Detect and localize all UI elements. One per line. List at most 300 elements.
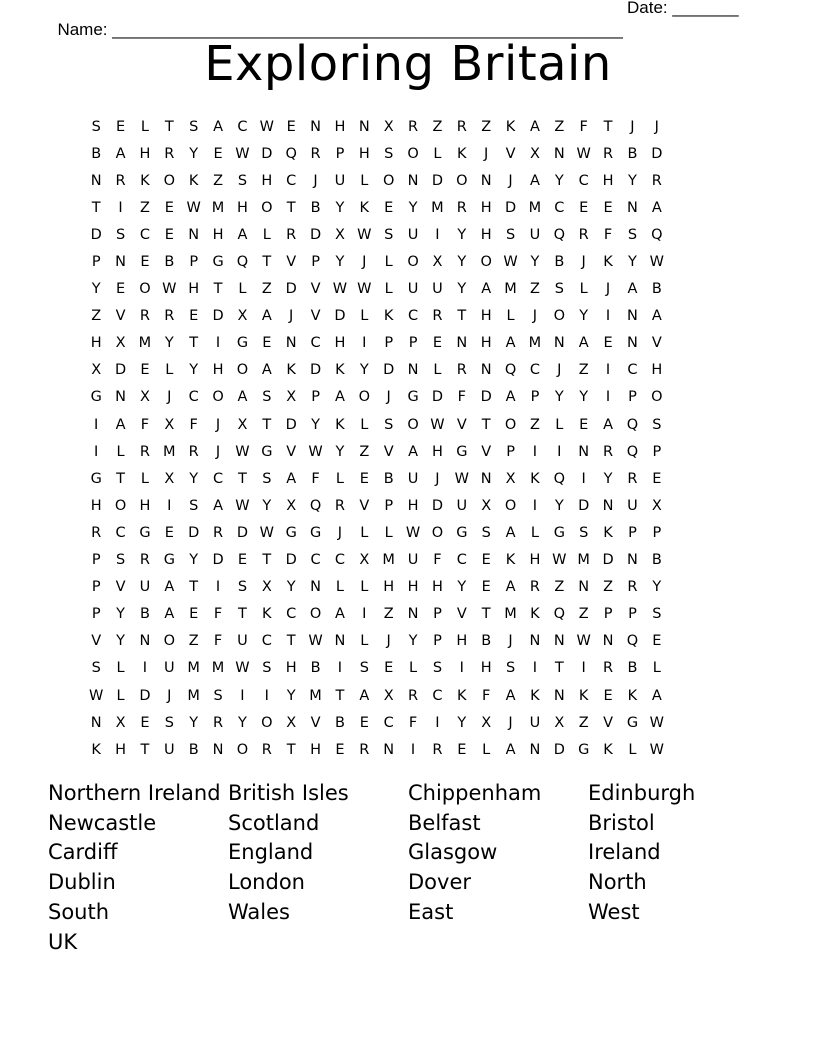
grid-letter: X xyxy=(164,470,175,487)
word-list-item: Ireland xyxy=(588,840,661,865)
grid-letter: C xyxy=(237,118,248,135)
word-list-item: UK xyxy=(48,929,78,954)
grid-letter: E xyxy=(652,633,662,650)
grid-letter: J xyxy=(484,145,489,162)
grid-row xyxy=(84,736,669,763)
grid-letter: W xyxy=(235,497,250,514)
grid-letter: L xyxy=(116,660,125,677)
grid-letter: I xyxy=(215,335,221,352)
grid-letter: V xyxy=(505,145,516,162)
grid-letter: Y xyxy=(457,714,467,731)
grid-row xyxy=(84,357,669,384)
grid-letter: Q xyxy=(553,606,566,623)
grid-letter: Q xyxy=(553,470,566,487)
grid-letter: W xyxy=(259,524,274,541)
grid-letter: W xyxy=(308,633,323,650)
grid-letter: R xyxy=(139,552,150,569)
grid-letter: Y xyxy=(262,497,272,514)
letter-grid xyxy=(84,113,669,763)
grid-letter: A xyxy=(237,389,248,406)
grid-letter: G xyxy=(212,254,224,271)
grid-letter: E xyxy=(384,199,394,216)
grid-letter: S xyxy=(627,226,638,243)
grid-letter: R xyxy=(603,660,614,677)
grid-letter: J xyxy=(532,308,538,325)
grid-letter: X xyxy=(286,389,297,406)
grid-letter: A xyxy=(603,416,614,433)
grid-letter: V xyxy=(383,443,394,460)
grid-letter: A xyxy=(115,416,126,433)
grid-letter: X xyxy=(383,118,394,135)
grid-letter: Y xyxy=(189,552,199,569)
grid-letter: I xyxy=(532,497,538,514)
grid-letter: R xyxy=(603,443,614,460)
grid-letter: R xyxy=(432,741,443,758)
grid-letter: A xyxy=(213,118,224,135)
word-list xyxy=(48,778,768,957)
grid-letter: M xyxy=(382,552,395,569)
grid-letter: R xyxy=(578,226,589,243)
grid-letter: Z xyxy=(578,714,589,731)
grid-letter: S xyxy=(91,660,101,677)
grid-letter: Y xyxy=(189,714,199,731)
grid-letter: P xyxy=(335,145,345,162)
grid-letter: W xyxy=(405,524,421,541)
grid-letter: L xyxy=(409,660,418,677)
grid-letter: Y xyxy=(579,389,589,406)
grid-letter: E xyxy=(164,226,174,243)
grid-row xyxy=(84,709,669,736)
grid-letter: O xyxy=(236,362,249,379)
grid-letter: H xyxy=(602,172,614,189)
grid-letter: X xyxy=(237,416,248,433)
grid-letter: N xyxy=(90,172,102,189)
grid-letter: E xyxy=(213,145,223,162)
grid-letter: S xyxy=(432,660,443,677)
grid-letter: Y xyxy=(603,470,613,487)
word-list-row xyxy=(48,838,768,868)
grid-letter: V xyxy=(286,443,297,460)
grid-letter: Q xyxy=(651,226,663,243)
grid-letter: Y xyxy=(238,714,247,731)
grid-letter: L xyxy=(360,579,369,596)
grid-letter: L xyxy=(165,362,174,379)
grid-letter: D xyxy=(504,199,517,216)
grid-row xyxy=(84,628,669,655)
grid-letter: X xyxy=(505,470,516,487)
grid-letter: Z xyxy=(603,579,614,596)
word-list-item: East xyxy=(408,900,454,925)
grid-letter: Y xyxy=(189,362,199,379)
grid-letter: A xyxy=(286,470,297,487)
grid-letter: M xyxy=(577,552,590,569)
grid-letter: A xyxy=(578,335,589,352)
grid-letter: O xyxy=(504,416,517,433)
grid-letter: W xyxy=(552,552,567,569)
grid-letter: D xyxy=(285,416,297,433)
grid-letter: A xyxy=(505,579,516,596)
grid-letter: P xyxy=(91,606,101,623)
grid-letter: W xyxy=(308,443,323,460)
grid-letter: U xyxy=(139,579,151,596)
grid-letter: C xyxy=(286,606,297,623)
word-list-item: Chippenham xyxy=(408,780,542,805)
grid-letter: N xyxy=(578,443,590,460)
grid-letter: I xyxy=(362,335,367,352)
grid-letter: V xyxy=(310,714,321,731)
grid-letter: P xyxy=(189,254,199,271)
grid-letter: O xyxy=(407,254,419,271)
word-list-item: Dover xyxy=(408,870,471,895)
grid-letter: S xyxy=(505,226,516,243)
grid-letter: R xyxy=(456,118,467,135)
grid-letter: H xyxy=(480,308,492,325)
grid-letter: W xyxy=(332,281,348,298)
grid-letter: R xyxy=(139,443,150,460)
grid-letter: B xyxy=(651,552,662,569)
grid-letter: V xyxy=(651,335,662,352)
grid-letter: N xyxy=(578,579,590,596)
grid-letter: H xyxy=(261,172,273,189)
grid-letter: F xyxy=(408,714,418,731)
grid-row xyxy=(84,411,669,438)
grid-letter: R xyxy=(261,741,272,758)
grid-letter: W xyxy=(162,281,177,298)
grid-letter: S xyxy=(115,552,126,569)
grid-letter: J xyxy=(167,687,172,704)
grid-letter: S xyxy=(262,389,272,406)
grid-letter: Y xyxy=(530,254,540,271)
grid-letter: C xyxy=(456,552,467,569)
grid-letter: N xyxy=(310,118,321,135)
grid-letter: R xyxy=(91,524,102,541)
grid-letter: I xyxy=(94,416,99,433)
grid-letter: Y xyxy=(335,443,345,460)
grid-letter: S xyxy=(237,579,248,596)
grid-letter: M xyxy=(504,606,517,623)
grid-letter: Y xyxy=(554,172,564,189)
grid-letter: U xyxy=(334,172,346,189)
grid-letter: S xyxy=(384,145,394,162)
grid-letter: N xyxy=(529,741,541,758)
grid-letter: X xyxy=(286,714,297,731)
word-list-item: Bristol xyxy=(588,810,655,835)
grid-letter: D xyxy=(188,524,200,541)
grid-letter: I xyxy=(605,308,611,325)
grid-letter: L xyxy=(506,308,515,325)
grid-letter: S xyxy=(579,524,589,541)
grid-letter: Y xyxy=(286,579,296,596)
grid-letter: C xyxy=(627,362,638,379)
grid-letter: F xyxy=(579,118,588,135)
grid-letter: R xyxy=(432,308,443,325)
grid-row xyxy=(84,574,669,601)
grid-letter: S xyxy=(237,172,248,189)
grid-letter: E xyxy=(286,118,296,135)
grid-letter: N xyxy=(212,741,224,758)
grid-letter: W xyxy=(259,118,274,135)
grid-letter: K xyxy=(505,552,516,569)
grid-letter: I xyxy=(459,660,464,677)
grid-letter: H xyxy=(651,362,663,379)
grid-letter: P xyxy=(91,254,101,271)
grid-letter: J xyxy=(654,118,659,135)
grid-letter: L xyxy=(384,524,393,541)
grid-letter: J xyxy=(362,254,367,271)
grid-letter: A xyxy=(505,687,516,704)
grid-letter: K xyxy=(383,308,394,325)
grid-letter: P xyxy=(628,606,637,623)
grid-letter: H xyxy=(310,741,322,758)
grid-letter: S xyxy=(262,470,272,487)
grid-letter: T xyxy=(189,579,199,596)
grid-row xyxy=(84,682,669,709)
grid-letter: L xyxy=(579,281,588,298)
grid-letter: K xyxy=(457,145,467,162)
word-list-item: Glasgow xyxy=(408,840,498,865)
grid-letter: Y xyxy=(408,633,418,650)
grid-letter: B xyxy=(627,145,638,162)
grid-letter: F xyxy=(213,633,223,650)
grid-letter: T xyxy=(457,308,467,325)
grid-letter: Y xyxy=(116,606,125,623)
grid-letter: M xyxy=(211,660,225,677)
grid-letter: G xyxy=(553,524,565,541)
grid-letter: L xyxy=(116,687,125,704)
grid-letter: P xyxy=(506,443,515,460)
grid-letter: N xyxy=(407,606,419,623)
grid-letter: Y xyxy=(457,579,467,596)
grid-letter: E xyxy=(457,741,467,758)
grid-letter: A xyxy=(505,335,516,352)
word-list-item: North xyxy=(588,870,647,895)
grid-letter: Q xyxy=(309,497,322,514)
grid-letter: E xyxy=(603,687,613,704)
grid-letter: B xyxy=(383,470,394,487)
grid-letter: E xyxy=(384,660,394,677)
grid-letter: J xyxy=(557,362,562,379)
grid-letter: C xyxy=(578,172,589,189)
grid-letter: H xyxy=(212,362,224,379)
grid-row xyxy=(84,167,669,194)
grid-letter: N xyxy=(627,335,638,352)
grid-letter: D xyxy=(139,687,151,704)
grid-letter: S xyxy=(481,524,491,541)
grid-letter: O xyxy=(407,416,419,433)
grid-letter: O xyxy=(114,497,127,514)
grid-letter: T xyxy=(140,741,150,758)
grid-letter: K xyxy=(530,687,540,704)
grid-letter: W xyxy=(503,254,518,271)
grid-letter: G xyxy=(309,524,322,541)
grid-letter: N xyxy=(407,172,419,189)
grid-letter: B xyxy=(627,660,638,677)
grid-letter: R xyxy=(286,226,297,243)
grid-letter: O xyxy=(480,254,492,271)
grid-letter: O xyxy=(309,606,322,623)
grid-letter: S xyxy=(91,118,101,135)
grid-letter: Z xyxy=(261,281,272,298)
grid-letter: E xyxy=(481,552,491,569)
grid-letter: I xyxy=(557,443,562,460)
grid-letter: G xyxy=(90,389,102,406)
grid-letter: D xyxy=(212,308,224,325)
grid-letter: P xyxy=(91,552,101,569)
grid-letter: V xyxy=(286,254,297,271)
grid-letter: G xyxy=(456,443,468,460)
grid-letter: E xyxy=(164,524,174,541)
grid-letter: J xyxy=(337,524,343,541)
grid-letter: L xyxy=(140,118,149,135)
grid-letter: L xyxy=(140,470,149,487)
grid-letter: F xyxy=(482,687,491,704)
grid-letter: S xyxy=(384,416,394,433)
grid-letter: P xyxy=(384,335,394,352)
grid-letter: T xyxy=(554,660,564,677)
grid-letter: K xyxy=(457,687,467,704)
grid-letter: Z xyxy=(139,199,150,216)
grid-letter: I xyxy=(532,660,538,677)
grid-letter: C xyxy=(432,687,443,704)
grid-row xyxy=(84,601,669,628)
word-list-item: Dublin xyxy=(48,870,116,895)
grid-letter: X xyxy=(481,714,492,731)
grid-letter: H xyxy=(431,579,443,596)
grid-letter: W xyxy=(576,145,591,162)
grid-letter: X xyxy=(286,497,297,514)
grid-letter: C xyxy=(286,172,297,189)
grid-letter: Y xyxy=(164,335,174,352)
grid-letter: T xyxy=(262,416,272,433)
grid-letter: A xyxy=(529,172,540,189)
grid-letter: X xyxy=(334,226,345,243)
grid-letter: Y xyxy=(457,254,467,271)
grid-letter: J xyxy=(435,470,440,487)
grid-letter: P xyxy=(384,497,394,514)
date-field-label: Date: _______ xyxy=(627,0,739,17)
grid-letter: Q xyxy=(285,145,297,162)
grid-letter: W xyxy=(430,416,445,433)
grid-letter: H xyxy=(90,497,102,514)
grid-letter: Z xyxy=(529,416,540,433)
grid-letter: A xyxy=(505,741,516,758)
word-list-item: London xyxy=(228,870,305,895)
grid-row xyxy=(84,492,669,519)
grid-letter: E xyxy=(603,335,613,352)
grid-letter: A xyxy=(359,687,370,704)
grid-letter: S xyxy=(189,118,199,135)
grid-letter: P xyxy=(628,524,637,541)
grid-letter: R xyxy=(359,741,370,758)
grid-letter: F xyxy=(311,470,320,487)
grid-letter: H xyxy=(285,660,297,677)
grid-letter: Q xyxy=(553,226,566,243)
grid-row xyxy=(84,384,669,411)
grid-letter: H xyxy=(407,579,419,596)
grid-letter: W xyxy=(649,714,664,731)
grid-letter: I xyxy=(581,660,586,677)
word-list-item: England xyxy=(228,840,314,865)
grid-letter: Y xyxy=(189,145,199,162)
grid-letter: Y xyxy=(91,281,101,298)
grid-letter: A xyxy=(261,308,272,325)
grid-row xyxy=(84,655,669,682)
grid-letter: K xyxy=(627,687,638,704)
grid-letter: S xyxy=(652,416,662,433)
grid-letter: D xyxy=(480,389,492,406)
grid-letter: H xyxy=(480,199,492,216)
grid-row xyxy=(84,303,669,330)
grid-letter: T xyxy=(164,118,174,135)
grid-letter: L xyxy=(360,172,369,189)
grid-letter: Y xyxy=(286,687,296,704)
grid-letter: R xyxy=(408,118,419,135)
grid-letter: H xyxy=(115,741,127,758)
grid-letter: U xyxy=(529,714,541,731)
grid-letter: N xyxy=(602,633,614,650)
grid-letter: A xyxy=(627,281,638,298)
grid-letter: L xyxy=(628,741,637,758)
grid-letter: N xyxy=(407,362,419,379)
grid-letter: E xyxy=(262,335,272,352)
grid-letter: T xyxy=(286,741,296,758)
grid-letter: U xyxy=(529,226,541,243)
grid-letter: E xyxy=(189,308,199,325)
grid-letter: I xyxy=(94,443,99,460)
grid-letter: E xyxy=(115,281,126,298)
grid-letter: R xyxy=(529,579,540,596)
grid-letter: T xyxy=(91,199,101,216)
grid-letter: C xyxy=(408,308,419,325)
grid-letter: Y xyxy=(116,633,125,650)
grid-letter: A xyxy=(334,389,345,406)
grid-letter: D xyxy=(236,524,249,541)
grid-letter: W xyxy=(649,254,664,271)
grid-letter: R xyxy=(627,470,638,487)
grid-row xyxy=(84,276,669,303)
grid-letter: N xyxy=(115,389,126,406)
grid-letter: K xyxy=(262,606,272,623)
grid-letter: K xyxy=(335,362,345,379)
grid-letter: F xyxy=(433,552,442,569)
grid-letter: U xyxy=(627,497,638,514)
grid-letter: J xyxy=(605,281,611,298)
grid-letter: H xyxy=(90,335,102,352)
grid-letter: N xyxy=(627,552,638,569)
grid-letter: P xyxy=(311,254,320,271)
grid-letter: I xyxy=(435,714,440,731)
grid-letter: Y xyxy=(189,470,199,487)
grid-letter: V xyxy=(91,633,102,650)
grid-letter: D xyxy=(285,552,297,569)
grid-letter: G xyxy=(285,524,297,541)
grid-letter: A xyxy=(651,308,662,325)
grid-letter: L xyxy=(433,145,442,162)
grid-letter: A xyxy=(651,687,662,704)
grid-letter: E xyxy=(140,714,150,731)
grid-letter: X xyxy=(554,714,565,731)
grid-letter: D xyxy=(285,281,297,298)
grid-letter: F xyxy=(140,416,150,433)
grid-letter: A xyxy=(334,606,345,623)
grid-letter: G xyxy=(90,470,102,487)
grid-letter: S xyxy=(213,687,223,704)
grid-letter: D xyxy=(602,552,614,569)
grid-letter: F xyxy=(457,389,466,406)
word-list-item: South xyxy=(48,900,110,925)
grid-letter: T xyxy=(286,633,296,650)
grid-letter: Z xyxy=(554,118,565,135)
